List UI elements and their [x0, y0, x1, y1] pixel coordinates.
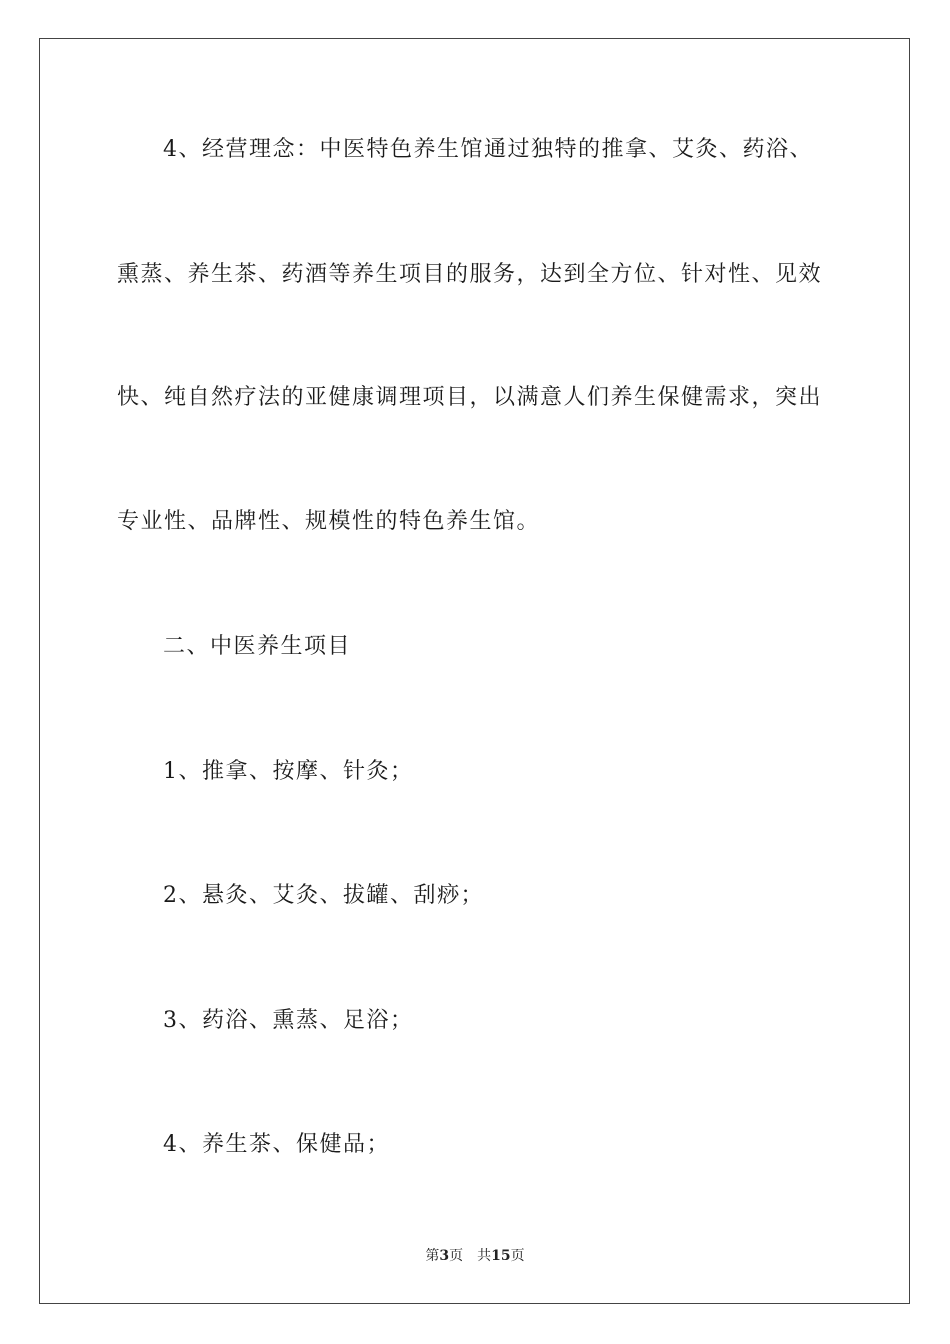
section-heading: 二、中医养生项目	[163, 634, 352, 659]
paragraph-line: 专业性、品牌性、规模性的特色养生馆。	[117, 509, 541, 534]
paragraph-line: 快、纯自然疗法的亚健康调理项目，以满意人们养生保健需求，突出	[117, 385, 823, 410]
page-prefix: 第	[425, 1248, 440, 1264]
total-prefix: 共	[477, 1248, 492, 1264]
page-border	[39, 38, 910, 1304]
page-number: 3	[439, 1248, 450, 1264]
total-pages: 15	[491, 1248, 511, 1264]
list-item: 3、药浴、熏蒸、足浴；	[163, 1008, 414, 1033]
list-item: 4、养生茶、保健品；	[163, 1132, 390, 1157]
list-item: 1、推拿、按摩、针灸；	[163, 759, 414, 784]
total-suffix: 页	[510, 1248, 525, 1264]
paragraph-line: 熏蒸、养生茶、药酒等养生项目的服务，达到全方位、针对性、见效	[117, 262, 823, 287]
paragraph-line: 4、经营理念：中医特色养生馆通过独特的推拿、艾灸、药浴、	[163, 137, 813, 162]
page-suffix: 页	[449, 1248, 464, 1264]
page-footer	[0, 1246, 950, 1266]
list-item: 2、悬灸、艾灸、拔罐、刮痧；	[163, 883, 484, 908]
